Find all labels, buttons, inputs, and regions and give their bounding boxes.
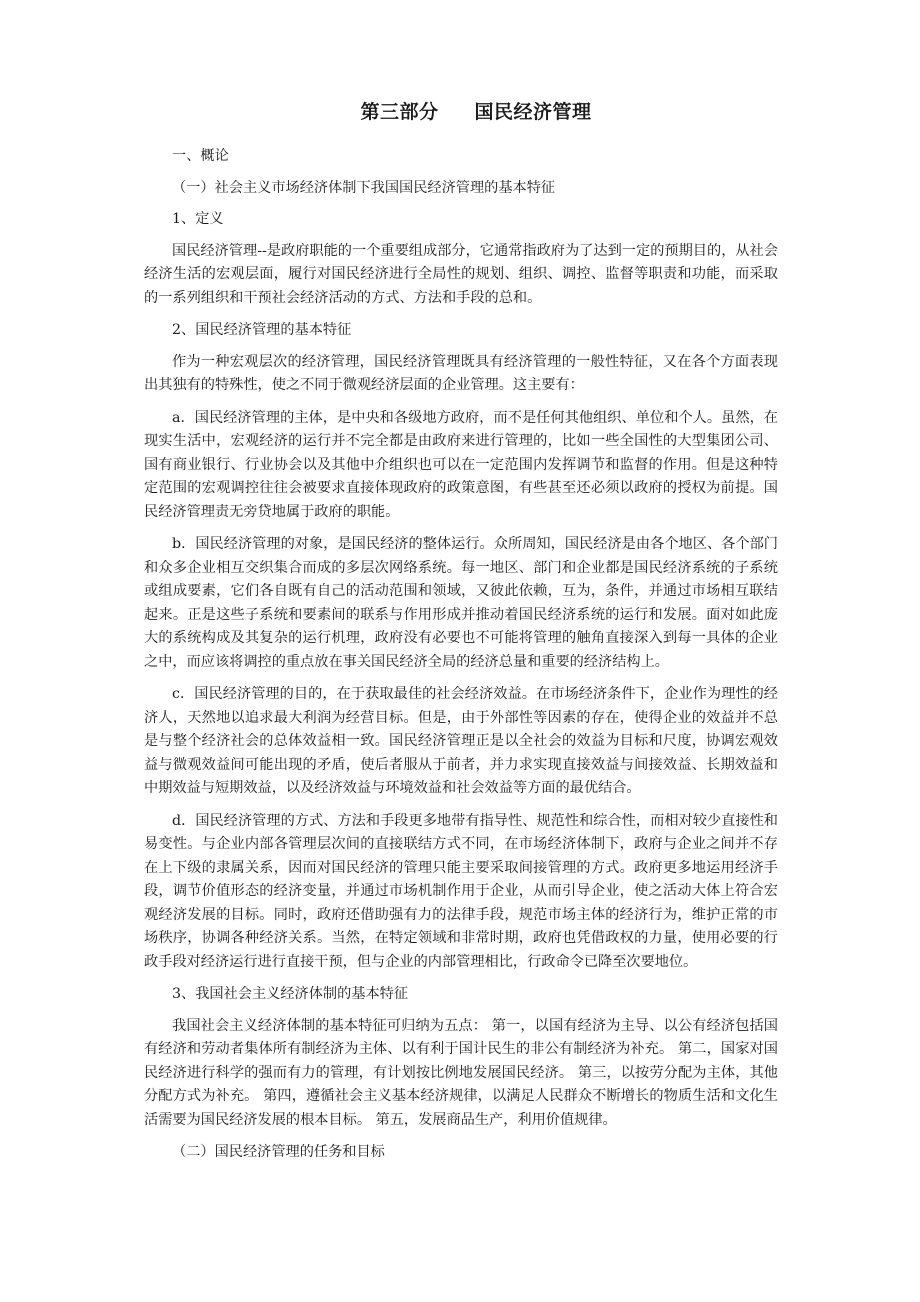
title-main: 国民经济管理 [474, 101, 592, 123]
heading-overview: 一、概论 [172, 148, 229, 164]
heading-definition: 1、定义 [172, 211, 224, 227]
paragraph-feature-b: b．国民经济管理的对象，是国民经济的整体运行。众所周知，国民经济是由各个地区、各个部门和众多企业相互交织集合而成的多层次网络系统。每一地区、部门和企业都是国民经济系统的子系统或组成要素，它们各自既有自己的活动范围和领域，又彼此依赖，互为，条件，并通过市场相互联结起来。正是这些子系统和要素间的联系与作用形成并推动着国民经济系统的运行和发展。面对如此庞大的系统构成及其复杂的运行机理，政府没有必要也不可能将管理的触角直接深入到每一具体的企业之中，而应该将调控的重点放在事关国民经济全局的经济总量和重要的经济结构上。 [144, 536, 778, 670]
paragraph-feature-a: a．国民经济管理的主体，是中央和各级地方政府，而不是任何其他组织、单位和个人。虽然，在现实生活中，宏观经济的运行并不完全都是由政府来进行管理的，比如一些全国性的大型集团公司、国有商业银行、行业协会以及其他中介组织也可以在一定范围内发挥调节和监督的作用。但是这种特定范围的宏观调控往往会被要求直接体现政府的政策意图，有些甚至还必须以政府的授权为前提。国民经济管理责无旁贷地属于政府的职能。 [144, 409, 778, 520]
paragraph-feature-d: d．国民经济管理的方式、方法和手段更多地带有指导性、规范性和综合性，而相对较少直接性和易变性。与企业内部各管理层次间的直接联结方式不同，在市场经济体制下，政府与企业之间并不存在上下级的隶属关系，因而对国民经济的管理只能主要采取间接管理的方式。政府更多地运用经济手段，调节价值形态的经济变量，并通过市场机制作用于企业，从而引导企业，使之活动大体上符合宏观经济发展的目标。同时，政府还借助强有力的法律手段，规范市场主体的经济行为，维护正常的市场秩序，协调各种经济关系。当然，在特定领域和非常时期，政府也凭借政权的力量，使用必要的行政手段对经济运行进行直接干预，但与企业的内部管理相比，行政命令已降至次要地位。 [144, 812, 778, 970]
title-part: 第三部分 [360, 101, 439, 123]
paragraph-features-intro: 作为一种宏观层次的经济管理，国民经济管理既具有经济管理的一般性特征，又在各个方面表现出其独有的特殊性，使之不同于微观经济层面的企业管理。这主要有： [144, 353, 778, 393]
heading-basic-features: 2、国民经济管理的基本特征 [172, 322, 352, 338]
document-content [144, 96, 778, 1165]
paragraph-feature-c: c．国民经济管理的目的，在于获取最佳的社会经济效益。在市场经济条件下，企业作为理性的经济人，天然地以追求最大利润为经营目标。但是，由于外部性等因素的存在，使得企业的效益并不总是与整个经济社会的总体效益相一致。国民经济管理正是以全社会的效益为目标和尺度，协调宏观效益与微观效益间可能出现的矛盾，使后者服从于前者，并力求实现直接效益与间接效益、长期效益和中期效益与短期效益，以及经济效益与环境效益和社会效益等方面的最优结合。 [144, 686, 778, 796]
paragraph-economic-system: 我国社会主义经济体制的基本特征可归纳为五点： 第一，以国有经济为主导、以公有经济包括国有经济和劳动者集体所有制经济为主体、以有利于国计民生的非公有制经济为补充。 第二，国家对国民经济进行科学的强而有力的管理，有计划按比例地发展国民经济。 第三，以按劳分配为主体，其他分配方式为补充。 第四，遵循社会主义基本经济规律，以满足人民群众不断增长的物质生活和文化生活需要为国民经济发展的根本目标。 第五，发展商品生产，利用价值规律。 [144, 1017, 778, 1128]
paragraph-definition: 国民经济管理--是政府职能的一个重要组成部分，它通常指政府为了达到一定的预期目的，从社会经济生活的宏观层面，履行对国民经济进行全局性的规划、组织、调控、监督等职责和功能，而采取的一系列组织和干预社会经济活动的方式、方法和手段的总和。 [144, 242, 778, 306]
heading-section-2: （二）国民经济管理的任务和目标 [172, 1144, 385, 1160]
heading-economic-system: 3、我国社会主义经济体制的基本特征 [172, 986, 409, 1002]
page-title [144, 96, 778, 128]
heading-section-1: （一）社会主义市场经济体制下我国国民经济管理的基本特征 [172, 179, 556, 196]
